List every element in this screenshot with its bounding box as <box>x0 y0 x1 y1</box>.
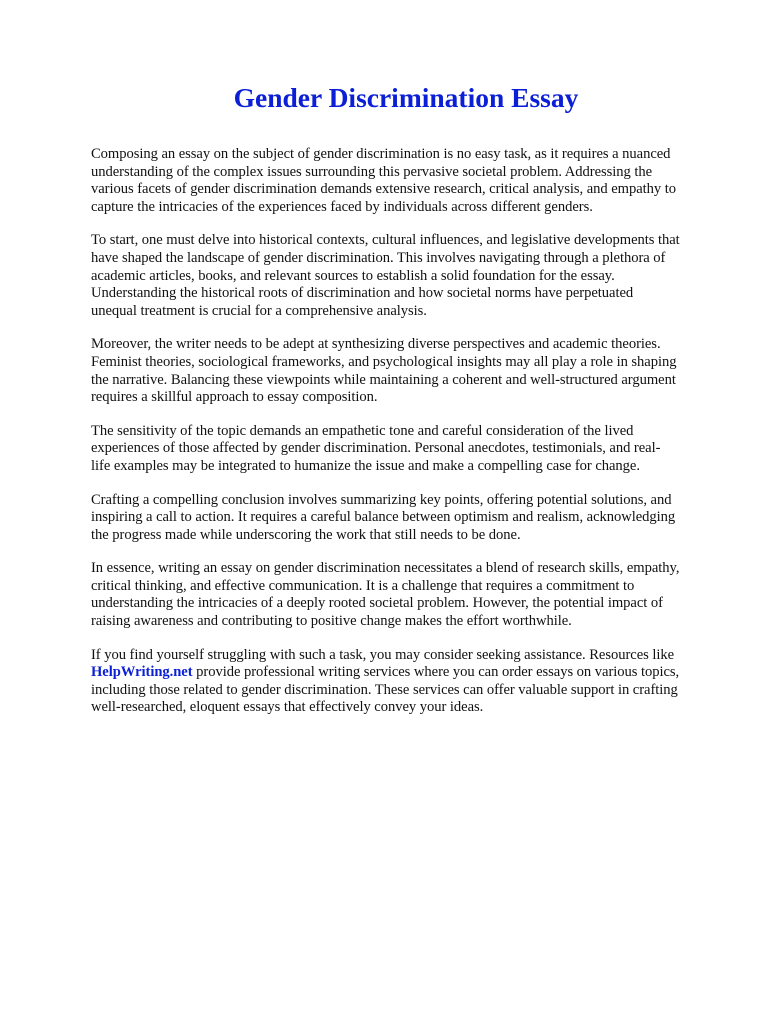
text-line: If you find yourself struggling with such a task, you may consider seeking assistance. Resources like <box>91 646 675 663</box>
text-line: Moreover, the writer needs to be adept at synthesizing diverse perspectives and academic theories. <box>91 336 661 353</box>
text-line: The sensitivity of the topic demands an empathetic tone and careful consideration of the lived <box>91 422 634 439</box>
helpwriting-link[interactable]: HelpWriting.net <box>91 664 193 681</box>
text-line: including those related to gender discrimination. These services can offer valuable support in crafting <box>91 681 678 698</box>
text-line: capture the intricacies of the experiences faced by individuals across different genders. <box>91 198 593 215</box>
text-after-link: provide professional writing services where you can order essays on various topics, <box>192 664 680 681</box>
text-line: academic articles, books, and relevant sources to establish a solid foundation for the essay. <box>91 267 615 284</box>
essay-body <box>91 146 731 733</box>
text-line: critical thinking, and effective communication. It is a challenge that requires a commitment to <box>91 577 635 594</box>
text-line: various facets of gender discrimination demands extensive research, critical analysis, and empathy to <box>91 181 676 198</box>
paragraph-1 <box>91 146 731 216</box>
text-line: To start, one must delve into historical contexts, cultural influences, and legislative developments that <box>91 232 680 249</box>
paragraph-3 <box>91 336 731 406</box>
text-line: understanding the intricacies of a deeply rooted societal problem. However, the potential impact of <box>91 595 663 612</box>
text-line: In essence, writing an essay on gender discrimination necessitates a blend of research skills, empathy, <box>91 560 680 577</box>
text-line: Composing an essay on the subject of gender discrimination is no easy task, as it requires a nuanced <box>91 146 671 162</box>
text-line: Understanding the historical roots of discrimination and how societal norms have perpetuated <box>91 285 634 302</box>
paragraph-7 <box>91 647 731 717</box>
text-line: the narrative. Balancing these viewpoints while maintaining a coherent and well-structured argument <box>91 371 676 388</box>
text-line: unequal treatment is crucial for a comprehensive analysis. <box>91 302 427 319</box>
text-line: inspiring a call to action. It requires a careful balance between optimism and realism, acknowledging <box>91 509 676 526</box>
text-line: raising awareness and contributing to positive change makes the effort worthwhile. <box>91 613 572 630</box>
text-line: understanding of the complex issues surrounding this pervasive societal problem. Addressing the <box>91 163 653 180</box>
text-line: well-researched, eloquent essays that effectively convey your ideas. <box>91 699 484 716</box>
paragraph-5 <box>91 492 731 545</box>
paragraph-6 <box>91 560 731 630</box>
text-line: requires a skillful approach to essay composition. <box>91 389 378 406</box>
text-line-with-link <box>91 664 731 682</box>
text-line: have shaped the landscape of gender discrimination. This involves navigating through a plethora of <box>91 249 666 266</box>
page-title: Gender Discrimination Essay <box>233 82 579 113</box>
text-line: experiences of those affected by gender discrimination. Personal anecdotes, testimonials, and real- <box>91 440 661 457</box>
text-line: the progress made while underscoring the work that still needs to be done. <box>91 526 521 543</box>
paragraph-4 <box>91 423 731 476</box>
paragraph-2 <box>91 232 731 320</box>
text-line: life examples may be integrated to humanize the issue and make a compelling case for change. <box>91 457 640 474</box>
text-line: Crafting a compelling conclusion involves summarizing key points, offering potential solutions, and <box>91 491 672 508</box>
text-line: Feminist theories, sociological frameworks, and psychological insights may all play a role in shaping <box>91 353 677 370</box>
